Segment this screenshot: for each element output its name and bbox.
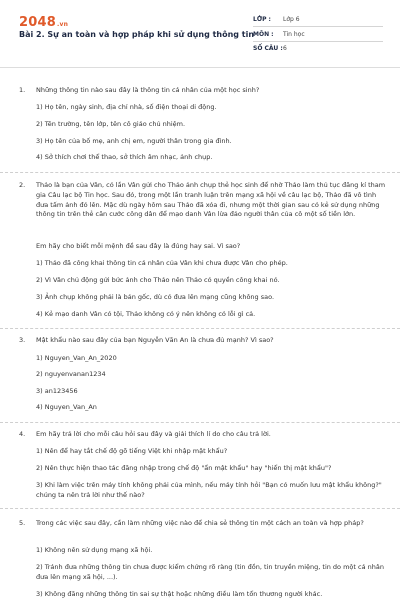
logo-main-text: 2048 bbox=[19, 15, 56, 30]
site-logo[interactable] bbox=[19, 15, 68, 30]
class-label: LỚP : bbox=[253, 16, 271, 23]
question-2-text: Thảo là bạn của Vân, có lần Vân gửi cho Thảo ảnh chụp thẻ học sinh để nhờ Thảo làm thủ tục đăng kí tham gia Câu lạc bộ Tin học. Sau đó, trong một lần tranh luận trên mạng xã hội về câu lạc bộ, Thảo đã vô tình đưa tấm ảnh đó lên. Mặc dù ngày hôm sau Thảo đã xóa đi, nhưng một thời gian sau có kẻ sử dụng những thông tin trên thẻ căn cước công dân để mạo danh Vân lừa đảo người thân của cô một số tiền lớn. bbox=[36, 181, 386, 219]
question-3-number: 3. bbox=[19, 336, 26, 344]
question-5-number: 5. bbox=[19, 519, 26, 527]
question-2-option-3: 3) Ảnh chụp không phải là bản gốc, dù có đưa lên mạng cũng không sao. bbox=[36, 293, 275, 301]
question-4-option-1: 1) Nên để hay tắt chế độ gõ tiếng Việt khi nhập mật khẩu? bbox=[36, 447, 228, 455]
question-3-option-1: 1) Nguyen_Van_An_2020 bbox=[36, 354, 117, 362]
meta-divider bbox=[253, 41, 383, 42]
question-1-option-3: 3) Họ tên của bố mẹ, anh chị em, người thân trong gia đình. bbox=[36, 137, 232, 145]
question-divider bbox=[0, 172, 400, 173]
question-2-option-1: 1) Thảo đã công khai thông tin cá nhân của Vân khi chưa được Vân cho phép. bbox=[36, 259, 288, 267]
subject-label: MÔN : bbox=[253, 31, 274, 38]
question-divider bbox=[0, 422, 400, 423]
worksheet-header bbox=[0, 0, 400, 70]
question-1-option-4: 4) Sở thích chơi thể thao, sở thích âm nhạc, ảnh chụp. bbox=[36, 153, 213, 161]
question-1-number: 1. bbox=[19, 86, 26, 94]
question-5-option-2: 2) Tránh đưa những thông tin chưa được kiểm chứng rõ ràng (tin đồn, tin truyền miệng, tin do một cá nhân đưa lên mạng xã hội, ...). bbox=[36, 563, 384, 581]
count-value: 6 bbox=[283, 45, 287, 52]
question-2-number: 2. bbox=[19, 181, 26, 189]
question-5-option-1: 1) Không nên sử dụng mạng xã hội. bbox=[36, 546, 153, 554]
question-2-option-2: 2) Vì Vân chủ động gửi bức ảnh cho Thảo nên Thảo có quyền công khai nó. bbox=[36, 276, 280, 284]
question-3-option-4: 4) Nguyen_Van_An bbox=[36, 403, 97, 411]
question-5-text: Trong các việc sau đây, cần làm những việc nào để chia sẻ thông tin một cách an toàn và hợp pháp? bbox=[36, 519, 364, 527]
question-4-option-2: 2) Nên thực hiện thao tác đăng nhập trong chế độ "ẩn mật khẩu" hay "hiển thị mật khẩu"? bbox=[36, 464, 332, 472]
lesson-title: Bài 2. Sự an toàn và hợp pháp khi sử dụng thông tin bbox=[19, 30, 255, 39]
subject-value: Tin học bbox=[283, 31, 305, 38]
question-4-text: Em hãy trả lời cho mỗi câu hỏi sau đây và giải thích lí do cho câu trả lời. bbox=[36, 430, 271, 438]
meta-divider bbox=[253, 26, 383, 27]
question-4-option-3: 3) Khi làm việc trên máy tính không phải của mình, nếu máy tính hỏi "Bạn có muốn lưu mật khẩu không?" chúng ta nên trả lời như thế nào? bbox=[36, 481, 382, 499]
question-1-text: Những thông tin nào sau đây là thông tin cá nhân của một học sinh? bbox=[36, 86, 260, 94]
question-1-option-2: 2) Tên trường, tên lớp, tên cô giáo chủ nhiệm. bbox=[36, 120, 186, 128]
header-rule bbox=[0, 67, 400, 68]
question-5-option-3: 3) Không đăng những thông tin sai sự thật hoặc những điều làm tổn thương người khác. bbox=[36, 590, 323, 598]
question-divider bbox=[0, 508, 400, 509]
class-value: Lớp 6 bbox=[283, 16, 300, 23]
question-3-option-2: 2) nguyenvanan1234 bbox=[36, 370, 106, 378]
question-1-option-1: 1) Họ tên, ngày sinh, địa chỉ nhà, số điện thoại di động. bbox=[36, 103, 217, 111]
question-3-text: Mật khẩu nào sau đây của bạn Nguyễn Văn An là chưa đủ mạnh? Vì sao? bbox=[36, 336, 274, 344]
count-label: SỐ CÂU : bbox=[253, 45, 283, 52]
question-3-option-3: 3) an123456 bbox=[36, 387, 78, 395]
question-4-number: 4. bbox=[19, 430, 26, 438]
question-divider bbox=[0, 328, 400, 329]
question-2-prompt: Em hãy cho biết mỗi mệnh đề sau đây là đúng hay sai. Vì sao? bbox=[36, 242, 241, 250]
logo-suffix-text: .vn bbox=[56, 21, 69, 28]
question-2-option-4: 4) Kẻ mạo danh Vân có tội, Thảo không có ý nên không có lỗi gì cả. bbox=[36, 310, 256, 318]
